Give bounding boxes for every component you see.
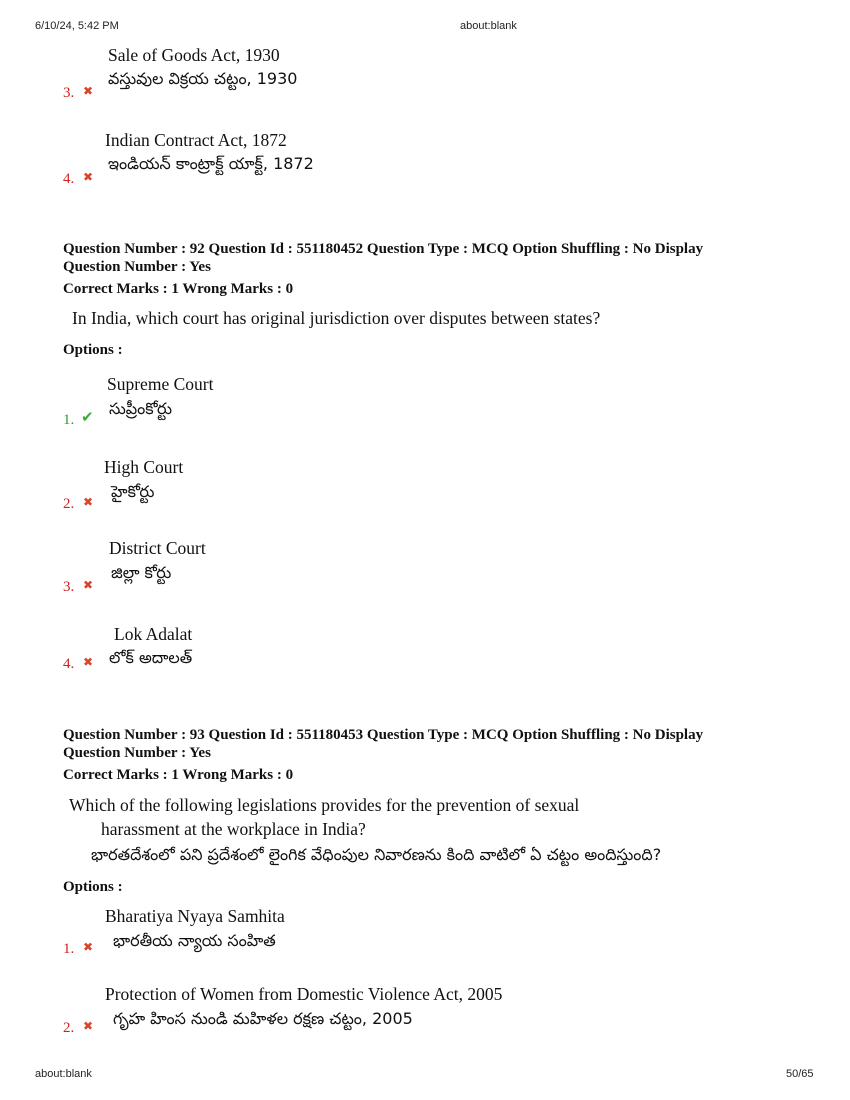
- option-text-te: ఇండియన్ కాంట్రాక్ట్ యాక్ట్, 1872: [108, 154, 314, 173]
- option-text-te: హైకోర్టు: [111, 482, 155, 501]
- option-number: 1.: [63, 941, 75, 957]
- question-text-te: భారతదేశంలో పని ప్రదేశంలో లైంగిక వేధింపుల నివారణను కింది వాటిలో ఏ చట్టం అందిస్తుంది?: [91, 845, 662, 864]
- option-text-te: సుప్రీంకోర్టు: [109, 399, 173, 418]
- cross-icon: ✖: [83, 940, 94, 954]
- question-text-line1: Which of the following legislations provides for the prevention of sexual: [69, 795, 580, 815]
- cross-icon: ✖: [83, 495, 94, 509]
- option-number: 2.: [63, 496, 75, 512]
- option-number: 4.: [63, 171, 75, 187]
- cross-icon: ✖: [83, 578, 94, 592]
- option-number: 3.: [63, 85, 75, 101]
- question-meta-line2: Question Number : Yes: [63, 259, 211, 275]
- cross-icon: ✖: [83, 84, 94, 98]
- option-text-te: వస్తువుల విక్రయ చట్టం, 1930: [108, 69, 298, 88]
- question-text: In India, which court has original jurisdiction over disputes between states?: [72, 308, 601, 328]
- option-number: 4.: [63, 656, 75, 672]
- question-meta-line2: Question Number : Yes: [63, 745, 211, 761]
- print-page-title: about:blank: [460, 20, 517, 32]
- cross-icon: ✖: [83, 170, 94, 184]
- option-text-te: లోక్ అదాలత్: [109, 648, 193, 667]
- print-datetime: 6/10/24, 5:42 PM: [35, 20, 119, 32]
- question-marks: Correct Marks : 1 Wrong Marks : 0: [63, 767, 294, 783]
- option-text-te: భారతీయ న్యాయ సంహిత: [113, 931, 276, 950]
- options-label: Options :: [63, 342, 123, 358]
- print-footer-url: about:blank: [35, 1068, 92, 1080]
- question-meta-line1: Question Number : 92 Question Id : 551180452 Question Type : MCQ Option Shuffling : No Display: [63, 241, 704, 257]
- cross-icon: ✖: [83, 655, 94, 669]
- option-text-en: Protection of Women from Domestic Violence Act, 2005: [105, 984, 503, 1004]
- option-text-te: గృహ హింస నుండి మహిళల రక్షణ చట్టం, 2005: [113, 1009, 413, 1028]
- option-text-te: జిల్లా కోర్టు: [111, 563, 172, 582]
- option-text-en: District Court: [109, 538, 206, 558]
- option-text-en: High Court: [104, 457, 184, 477]
- check-icon: ✔: [81, 408, 94, 426]
- cross-icon: ✖: [83, 1019, 94, 1033]
- option-number: 2.: [63, 1020, 75, 1036]
- option-text-en: Bharatiya Nyaya Samhita: [105, 906, 285, 926]
- question-meta-line1: Question Number : 93 Question Id : 551180453 Question Type : MCQ Option Shuffling : No Display: [63, 727, 704, 743]
- question-text-line2: harassment at the workplace in India?: [101, 819, 366, 839]
- options-label: Options :: [63, 879, 123, 895]
- option-number: 1.: [63, 412, 75, 428]
- option-text-en: Sale of Goods Act, 1930: [108, 45, 280, 65]
- option-text-en: Lok Adalat: [114, 624, 193, 644]
- option-text-en: Supreme Court: [107, 374, 214, 394]
- question-marks: Correct Marks : 1 Wrong Marks : 0: [63, 281, 294, 297]
- print-page-number: 50/65: [786, 1068, 814, 1080]
- option-number: 3.: [63, 579, 75, 595]
- option-text-en: Indian Contract Act, 1872: [105, 130, 287, 150]
